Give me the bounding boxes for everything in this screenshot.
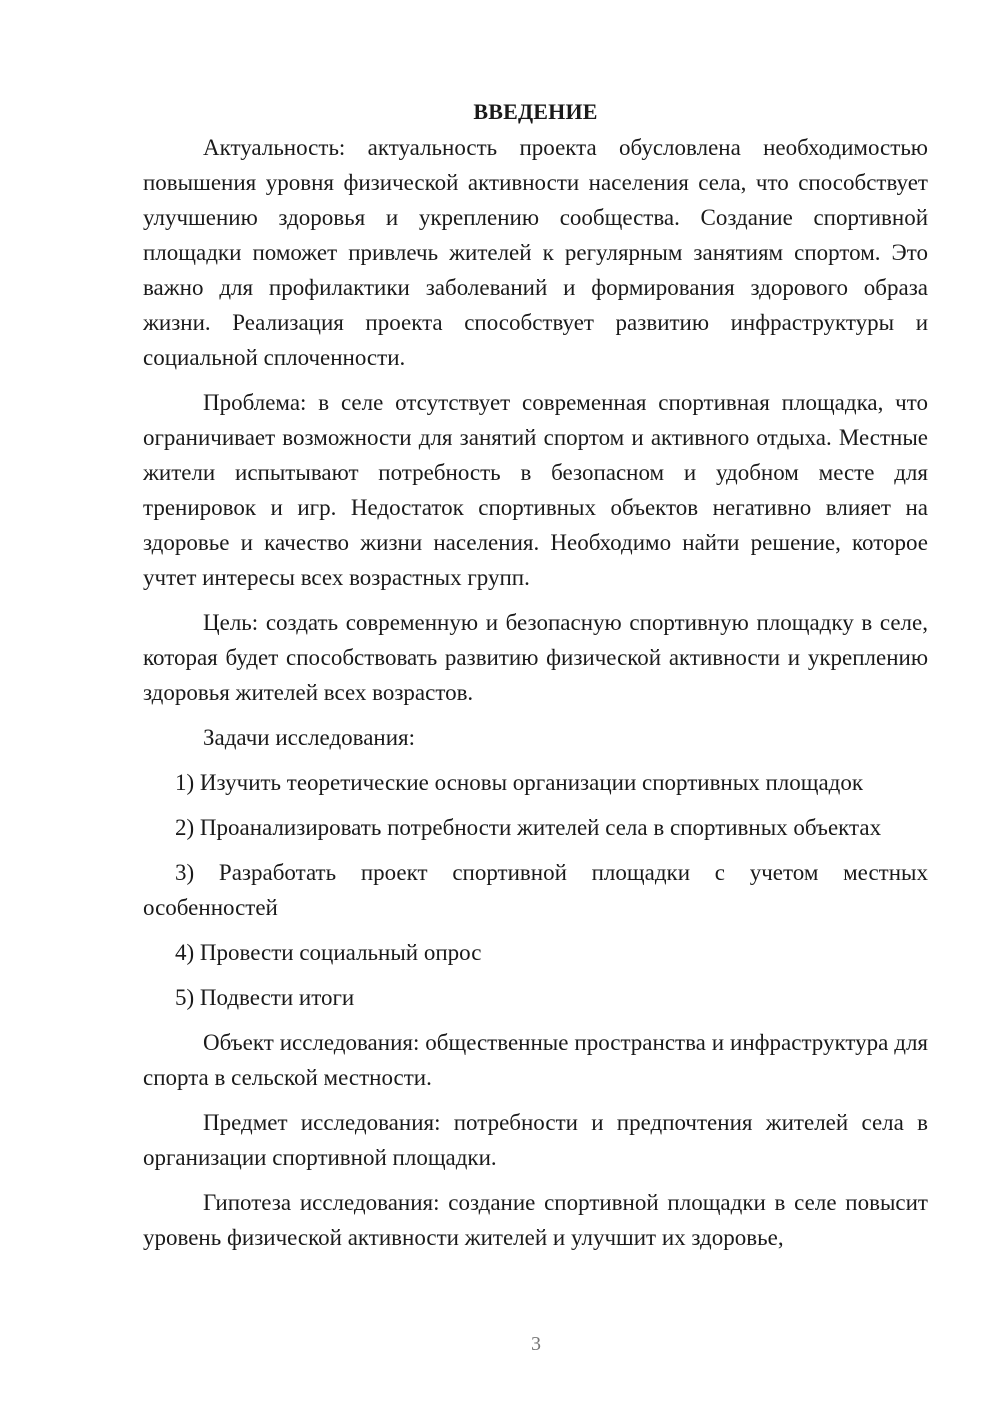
- task-item: 3) Разработать проект спортивной площадки с учетом местных особенностей: [143, 860, 928, 920]
- tasks-list: [143, 765, 928, 1015]
- goal-paragraph: Цель: создать современную и безопасную спортивную площадку в селе, которая будет способствовать развитию физической активности и укреплению здоровья жителей всех возрастов.: [143, 610, 928, 705]
- problem-paragraph: Проблема: в селе отсутствует современная спортивная площадка, что ограничивает возможности для занятий спортом и активного отдыха. Местные жители испытывают потребность в безопасном и удобном месте для тренировок и игр. Недостаток спортивных объектов негативно влияет на здоровье и качество жизни населения. Необходимо найти решение, которое учтет интересы всех возрастных групп.: [143, 390, 928, 590]
- document-page: [143, 94, 928, 1255]
- relevance-paragraph: Актуальность: актуальность проекта обусловлена необходимостью повышения уровня физической активности населения села, что способствует улучшению здоровья и укреплению сообщества. Создание спортивной площадки поможет привлечь жителей к регулярным занятиям спортом. Это важно для профилактики заболеваний и формирования здорового образа жизни. Реализация проекта способствует развитию инфраструктуры и социальной сплоченности.: [143, 135, 928, 370]
- object-paragraph: Объект исследования: общественные пространства и инфраструктура для спорта в сельской местности.: [143, 1030, 928, 1090]
- tasks-heading: Задачи исследования:: [203, 725, 416, 750]
- page-number: 3: [531, 1333, 541, 1355]
- section-title: ВВЕДЕНИЕ: [473, 99, 598, 124]
- subject-paragraph: Предмет исследования: потребности и предпочтения жителей села в организации спортивной площадки.: [143, 1110, 928, 1170]
- task-item: 5) Подвести итоги: [175, 985, 355, 1010]
- task-item: 2) Проанализировать потребности жителей села в спортивных объектах: [175, 815, 882, 840]
- task-item: 1) Изучить теоретические основы организации спортивных площадок: [175, 770, 864, 795]
- hypothesis-paragraph: Гипотеза исследования: создание спортивной площадки в селе повысит уровень физической активности жителей и улучшит их здоровье,: [143, 1190, 928, 1250]
- task-item: 4) Провести социальный опрос: [175, 940, 482, 965]
